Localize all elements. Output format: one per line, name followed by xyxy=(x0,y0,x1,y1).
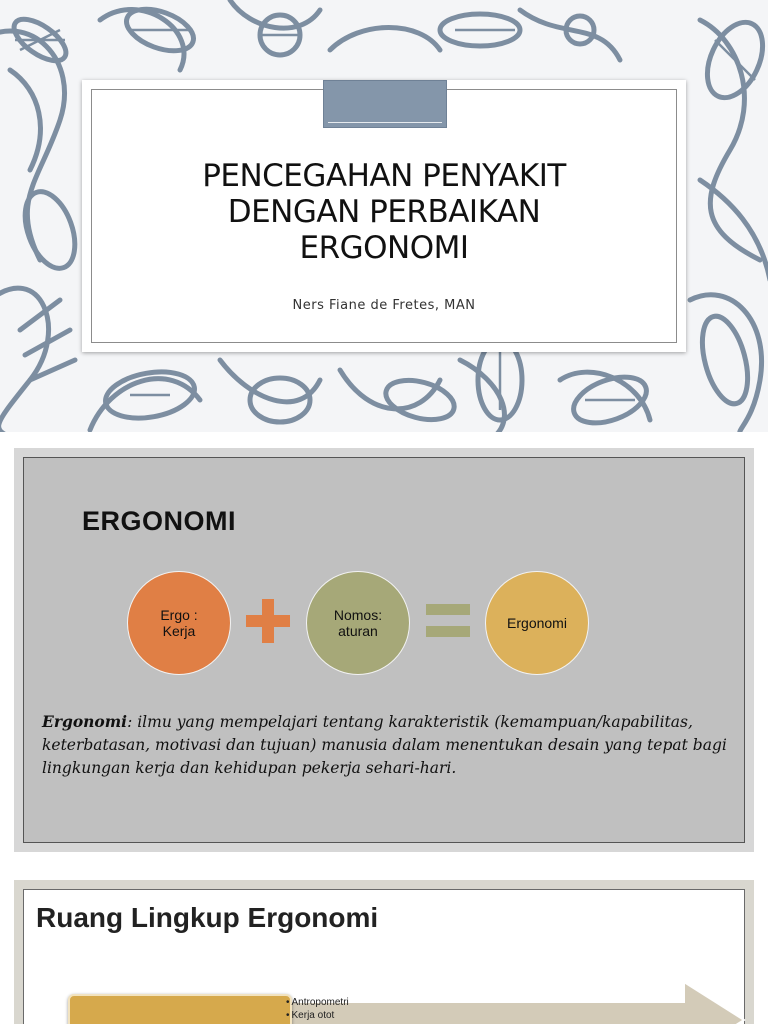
title-tab-decoration xyxy=(323,80,447,128)
ergonomi-heading: ERGONOMI xyxy=(82,506,237,536)
title-card xyxy=(82,80,686,352)
bullet-item: • Antropometri xyxy=(286,996,349,1009)
circle-label: Ergonomi xyxy=(507,615,567,631)
title-line: ERGONOMI xyxy=(299,230,469,266)
ruang-lingkup-heading: Ruang Lingkup Ergonomi xyxy=(36,902,379,933)
ergonomi-result-circle xyxy=(485,571,589,675)
ergonomi-slide xyxy=(14,448,754,852)
circle-label: Nomos: xyxy=(333,607,383,623)
ruang-lingkup-frame xyxy=(23,889,745,1024)
title-slide xyxy=(0,0,768,432)
title-line: DENGAN PERBAIKAN xyxy=(227,194,541,230)
fisiologi-box xyxy=(68,994,292,1024)
ergo-circle xyxy=(127,571,231,675)
nomos-circle xyxy=(306,571,410,675)
circle-label: aturan xyxy=(338,623,378,639)
equals-icon xyxy=(426,604,470,638)
slide-title xyxy=(82,158,686,266)
definition-text: : ilmu yang mempelajari tentang karakteristik (kemampuan/kapabilitas, keterbatasan, motivasi dan tujuan) manusia dalam menentukan desain yang tepat bagi lingkungan kerja dan kehidupan pekerja sehari-hari. xyxy=(42,713,727,777)
bullet-item: • Kerja otot xyxy=(286,1009,349,1022)
circle-label: Ergo : xyxy=(160,607,198,623)
circle-label: Kerja xyxy=(162,623,196,639)
plus-icon xyxy=(246,599,290,643)
ergonomi-slide-frame xyxy=(23,457,745,843)
ergonomi-definition xyxy=(42,710,732,780)
ruang-lingkup-slide xyxy=(14,880,754,1024)
title-line: PENCEGAHAN PENYAKIT xyxy=(202,158,566,194)
slide-subtitle: Ners Fiane de Fretes, MAN xyxy=(292,298,476,313)
ruang-lingkup-bullets xyxy=(286,996,349,1022)
definition-term: Ergonomi xyxy=(42,712,128,731)
